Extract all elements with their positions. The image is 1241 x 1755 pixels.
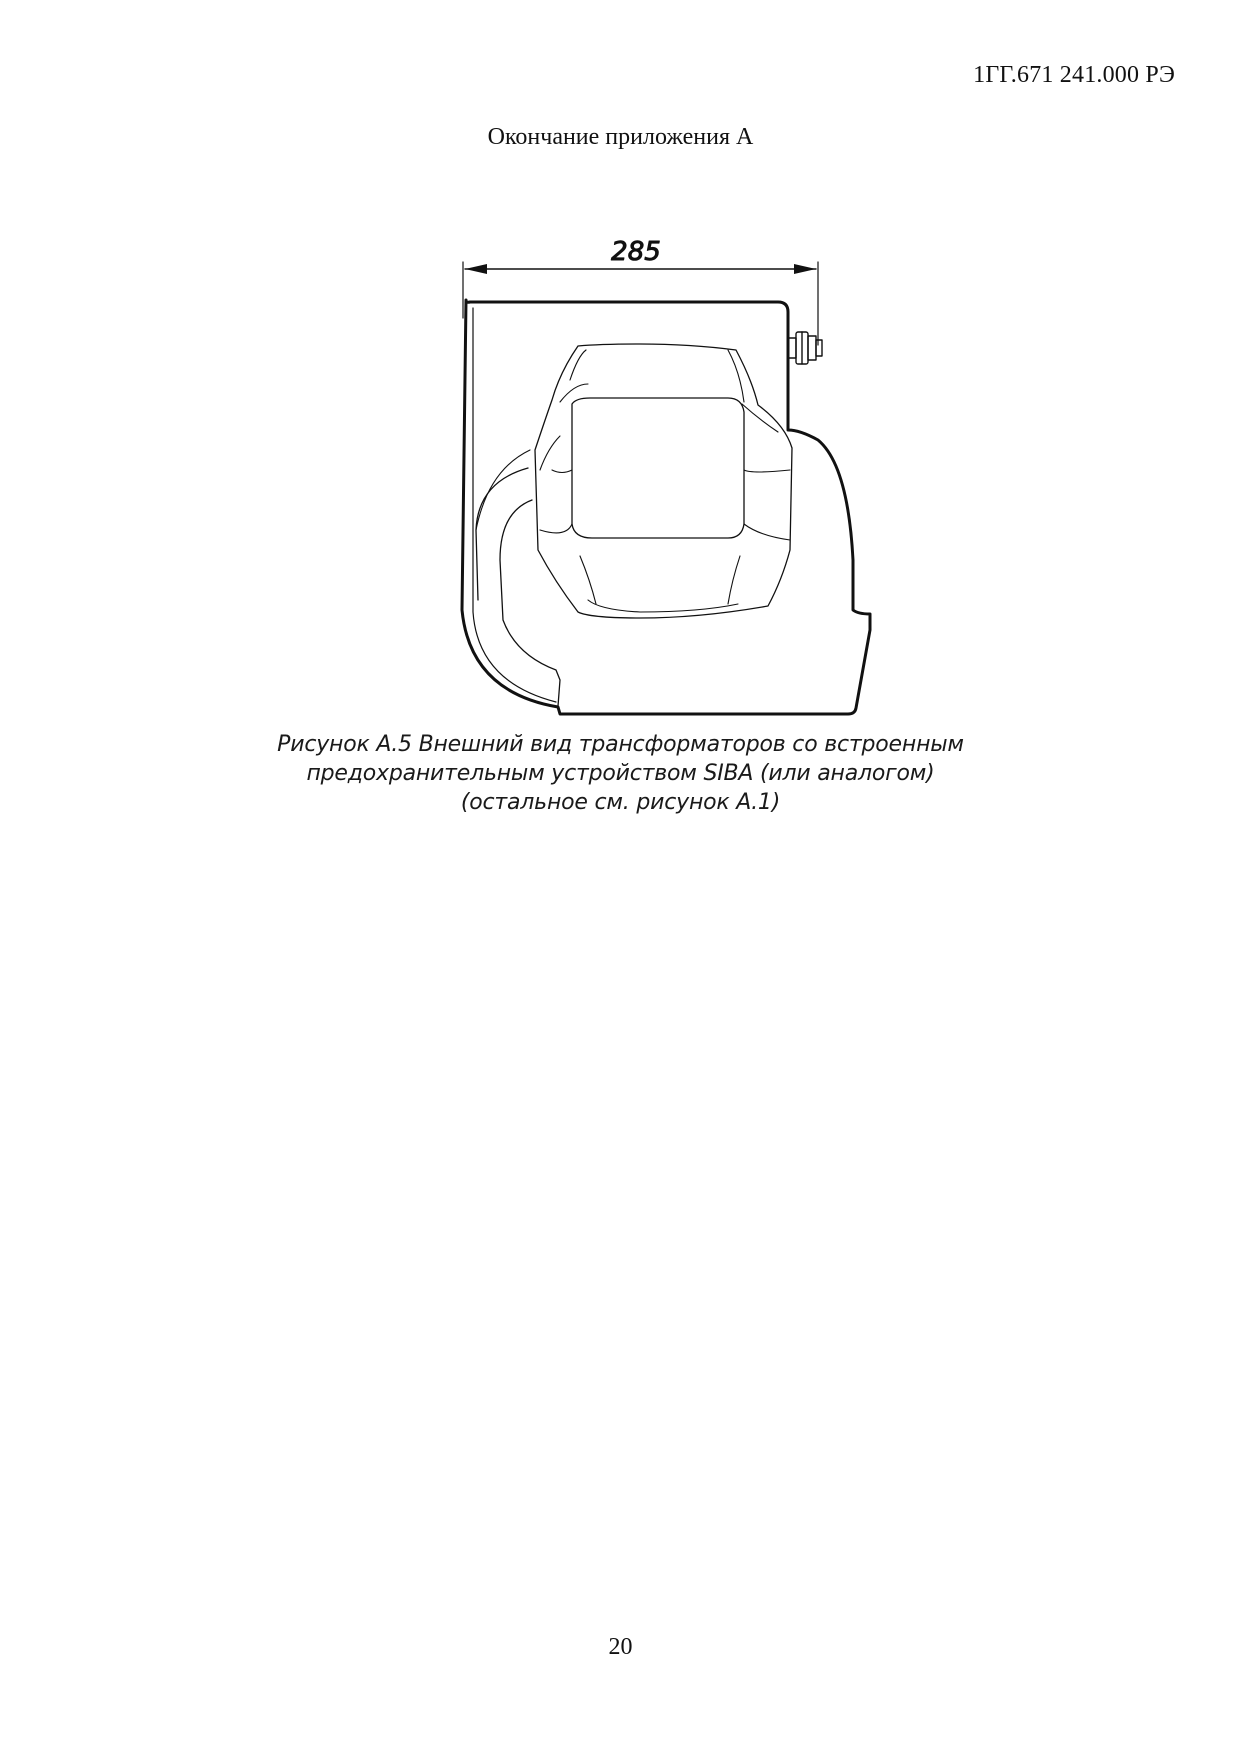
- housing-outline: [462, 300, 870, 714]
- caption-line-1: Рисунок А.5 Внешний вид трансформаторов со встроенным: [277, 732, 964, 757]
- document-code: 1ГГ.671 241.000 РЭ: [973, 62, 1175, 88]
- figure-caption: [0, 730, 1241, 817]
- appendix-title: Окончание приложения А: [487, 124, 754, 150]
- handle-loop: [500, 500, 560, 706]
- caption-line-2: предохранительным устройством SIBA (или аналогом): [306, 761, 935, 786]
- transformer-core: [535, 344, 792, 618]
- dimension-label: 285: [611, 237, 661, 267]
- caption-line-3: (остальное см. рисунок А.1): [460, 790, 781, 815]
- page-number: 20: [608, 1634, 633, 1660]
- transformer-drawing: [0, 0, 1241, 760]
- terminal-bolt: [788, 332, 822, 364]
- dimension-285: [463, 237, 818, 345]
